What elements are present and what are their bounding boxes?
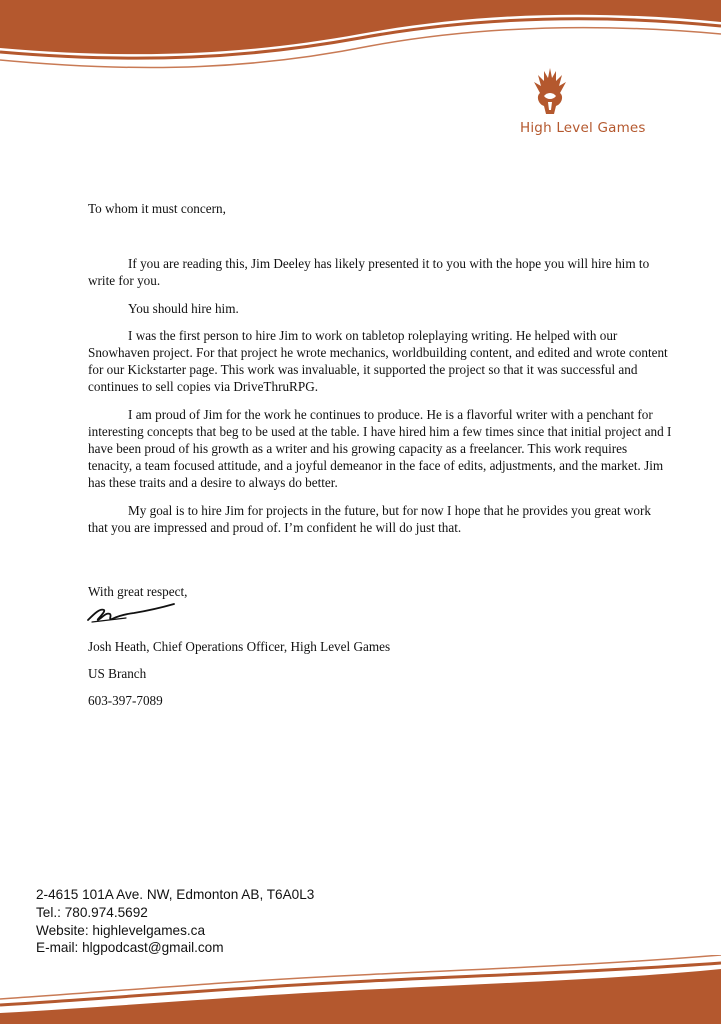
- footer-address: 2-4615 101A Ave. NW, Edmonton AB, T6A0L3: [36, 887, 315, 902]
- footer-tel: Tel.: 780.974.5692: [36, 904, 148, 920]
- footer-contact: [36, 886, 314, 957]
- brand-name: High Level Games: [520, 120, 646, 136]
- footer-wave: [0, 955, 721, 1024]
- footer-website: Website: highlevelgames.ca: [36, 922, 206, 938]
- letter-body: [88, 200, 673, 546]
- paragraph: You should hire him.: [128, 300, 239, 316]
- paragraph: My goal is to hire Jim for projects in the future, but for now I hope that he provides you great work that you are impressed and proud of. I’m confident he will do just that.: [88, 502, 651, 535]
- letter-paragraphs: [88, 255, 673, 536]
- closing: With great respect,: [88, 584, 188, 599]
- signature-block: [88, 639, 390, 720]
- signer-name: Josh Heath, Chief Operations Officer, High Level Games: [88, 639, 391, 654]
- brand-logo: [520, 66, 660, 141]
- paragraph: I was the first person to hire Jim to work on tabletop roleplaying writing. He helped with our Snowhaven project. For that project he wrote mechanics, worldbuilding content, and edited and wrote content for our Kickstarter page. This work was invaluable, it supported the project so that it was successful and continues to sell copies via DriveThruRPG.: [88, 327, 668, 395]
- paragraph: I am proud of Jim for the work he continues to produce. He is a flavorful writer with a penchant for interesting concepts that beg to be used at the table. I have hired him a few times since that initial project and I have been proud of his growth as a writer and his growing capacity as a freelancer. This work requires tenacity, a team focused attitude, and a joyful demeanor in the face of edits, adjustments, and the market. Jim has these traits and a desire to always do better.: [88, 406, 672, 491]
- crown-flame-icon: [530, 66, 570, 116]
- handwritten-signature: [86, 600, 186, 626]
- greeting: To whom it must concern,: [88, 201, 226, 216]
- branch: US Branch: [88, 666, 147, 681]
- phone: 603-397-7089: [88, 693, 163, 708]
- paragraph: If you are reading this, Jim Deeley has likely presented it to you with the hope you will hire him to write for you.: [88, 256, 650, 289]
- footer-email: E-mail: hlgpodcast@gmail.com: [36, 940, 224, 956]
